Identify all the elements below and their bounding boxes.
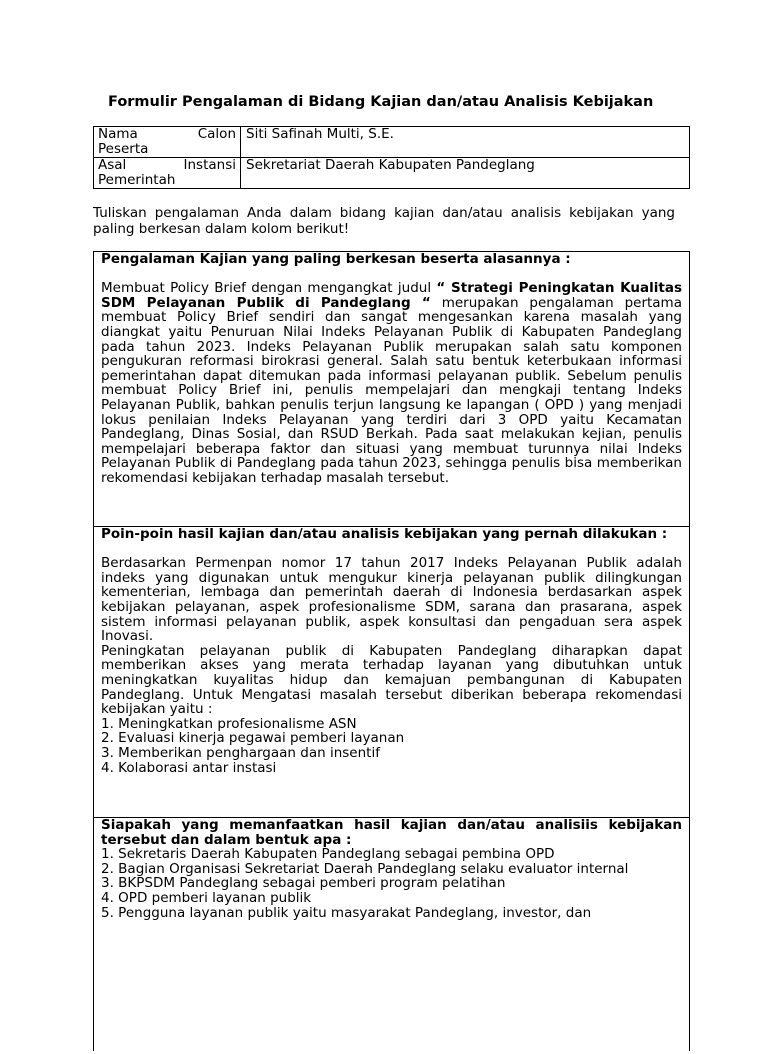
list-item: 1. Sekretaris Daerah Kabupaten Pandeglang sebagai pembina OPD: [101, 846, 555, 863]
policy-brief-title: “ Strategi Peningkatan Kualitas SDM Pelayanan Publik di Pandeglang “: [101, 280, 682, 311]
table-row: [94, 127, 690, 158]
label-word: Nama: [98, 126, 138, 142]
paragraph-text: merupakan pengalaman pertama membuat Policy Brief sendiri dan sangat mengesankan karena masalah yang diangkat yaitu Penuruan Nilai Indeks Pelayanan Publik di Kabupaten Pandeglang pada tahun 2023. Indeks Pelayanan Publik merupakan salah satu komponen pengukuran reformasi birokrasi general. Salah satu bentuk keterbukaan informasi pemerintahan dapat ditemukan pada informasi pelayanan publik. Sebelum penulis membuat Policy Brief ini, penulis mempelajari dan mengkaji tentang Indeks Pelayanan Publik, bahkan penulis terjun langsung ke lapangan ( OPD ) yang menjadi lokus penilaian Indeks Pelayanan yang terdiri dari 3 OPD yaitu Kecamatan Pandeglang, Dinas Sosial, dan RSUD Berkah. Pada saat melakukan kejian, penulis mempelajari beberapa faktor dan situasi yang membuat turunnya nilai Indeks Pelayanan Publik di Pandeglang pada tahun 2023, sehingga penulis bisa memberikan rekomendasi kebijakan terhadap masalah tersebut.: [101, 294, 682, 486]
field-value-name: Siti Safinah Multi, S.E.: [241, 127, 690, 158]
list-item: 2. Evaluasi kinerja pegawai pemberi layanan: [101, 730, 405, 747]
identity-table: [93, 126, 690, 189]
experience-boxes: [93, 251, 690, 1051]
section-heading: Siapakah yang memanfaatkan hasil kajian dan/atau analisiis kebijakan tersebut dan dalam bentuk apa :: [101, 817, 682, 848]
label-word: Instansi: [183, 157, 236, 173]
list-item: 1. Meningkatkan profesionalisme ASN: [101, 715, 357, 732]
section-heading: Poin-poin hasil kajian dan/atau analisis kebijakan yang pernah dilakukan :: [101, 526, 668, 542]
section-experience: [94, 252, 689, 526]
section-beneficiaries: [94, 817, 689, 1054]
list-item: 4. Kolaborasi antar instasi: [101, 759, 277, 776]
label-word: Asal: [98, 157, 127, 173]
label-word: Calon: [197, 126, 236, 142]
label-word: Peserta: [98, 141, 149, 157]
table-row: [94, 158, 690, 189]
intro-paragraph: Tuliskan pengalaman Anda dalam bidang kajian dan/atau analisis kebijakan yang paling berkesan dalam kolom berikut!: [93, 205, 675, 237]
list-item: 3. Memberikan penghargaan dan insentif: [101, 744, 380, 761]
field-label-name: [94, 127, 241, 158]
label-word: Pemerintah: [98, 172, 176, 188]
section-heading: Pengalaman Kajian yang paling berkesan beserta alasannya :: [101, 252, 571, 267]
document-title: Formulir Pengalaman di Bidang Kajian dan/atau Analisis Kebijakan: [108, 94, 654, 110]
beneficiary-list: [101, 847, 682, 920]
list-item: 3. BKPSDM Pandeglang sebagai pemberi program pelatihan: [101, 875, 506, 892]
list-item: 2. Bagian Organisasi Sekretariat Daerah Pandeglang selaku evaluator internal: [101, 860, 629, 877]
paragraph-text: Membuat Policy Brief dengan mengangkat judul: [101, 280, 437, 297]
recommendation-list: [101, 717, 682, 775]
section-paragraph: Peningkatan pelayanan publik di Kabupaten Pandeglang diharapkan dapat memberikan akses yang merata terhadap layanan yang dibutuhkan untuk meningkatkan kuyalitas hidup dan kemajuan pembangunan di Kabupaten Pandeglang. Untuk Mengatasi masalah tersebut diberikan beberapa rekomendasi kebijakan yaitu :: [101, 642, 682, 718]
section-paragraph: Berdasarkan Permenpan nomor 17 tahun 2017 Indeks Pelayanan Publik adalah indeks yang digunakan untuk mengukur kinerja pelayanan publik dilingkungan kementerian, lembaga dan pemerintah daerah di Indonesia berdasarkan aspek kebijakan pelayanan, aspek profesionalisme SDM, sarana dan prasarana, aspek sistem informasi pelayanan publik, aspek konsultasi dan pengaduan sera aspek Inovasi.: [101, 555, 682, 645]
field-label-institution: [94, 158, 241, 189]
section-findings: [94, 526, 689, 817]
list-item: 4. OPD pemberi layanan publik: [101, 889, 312, 906]
field-value-institution: Sekretariat Daerah Kabupaten Pandeglang: [241, 158, 690, 189]
section-paragraph: [101, 281, 682, 485]
list-item: 5. Pengguna layanan publik yaitu masyarakat Pandeglang, investor, dan: [101, 904, 592, 921]
